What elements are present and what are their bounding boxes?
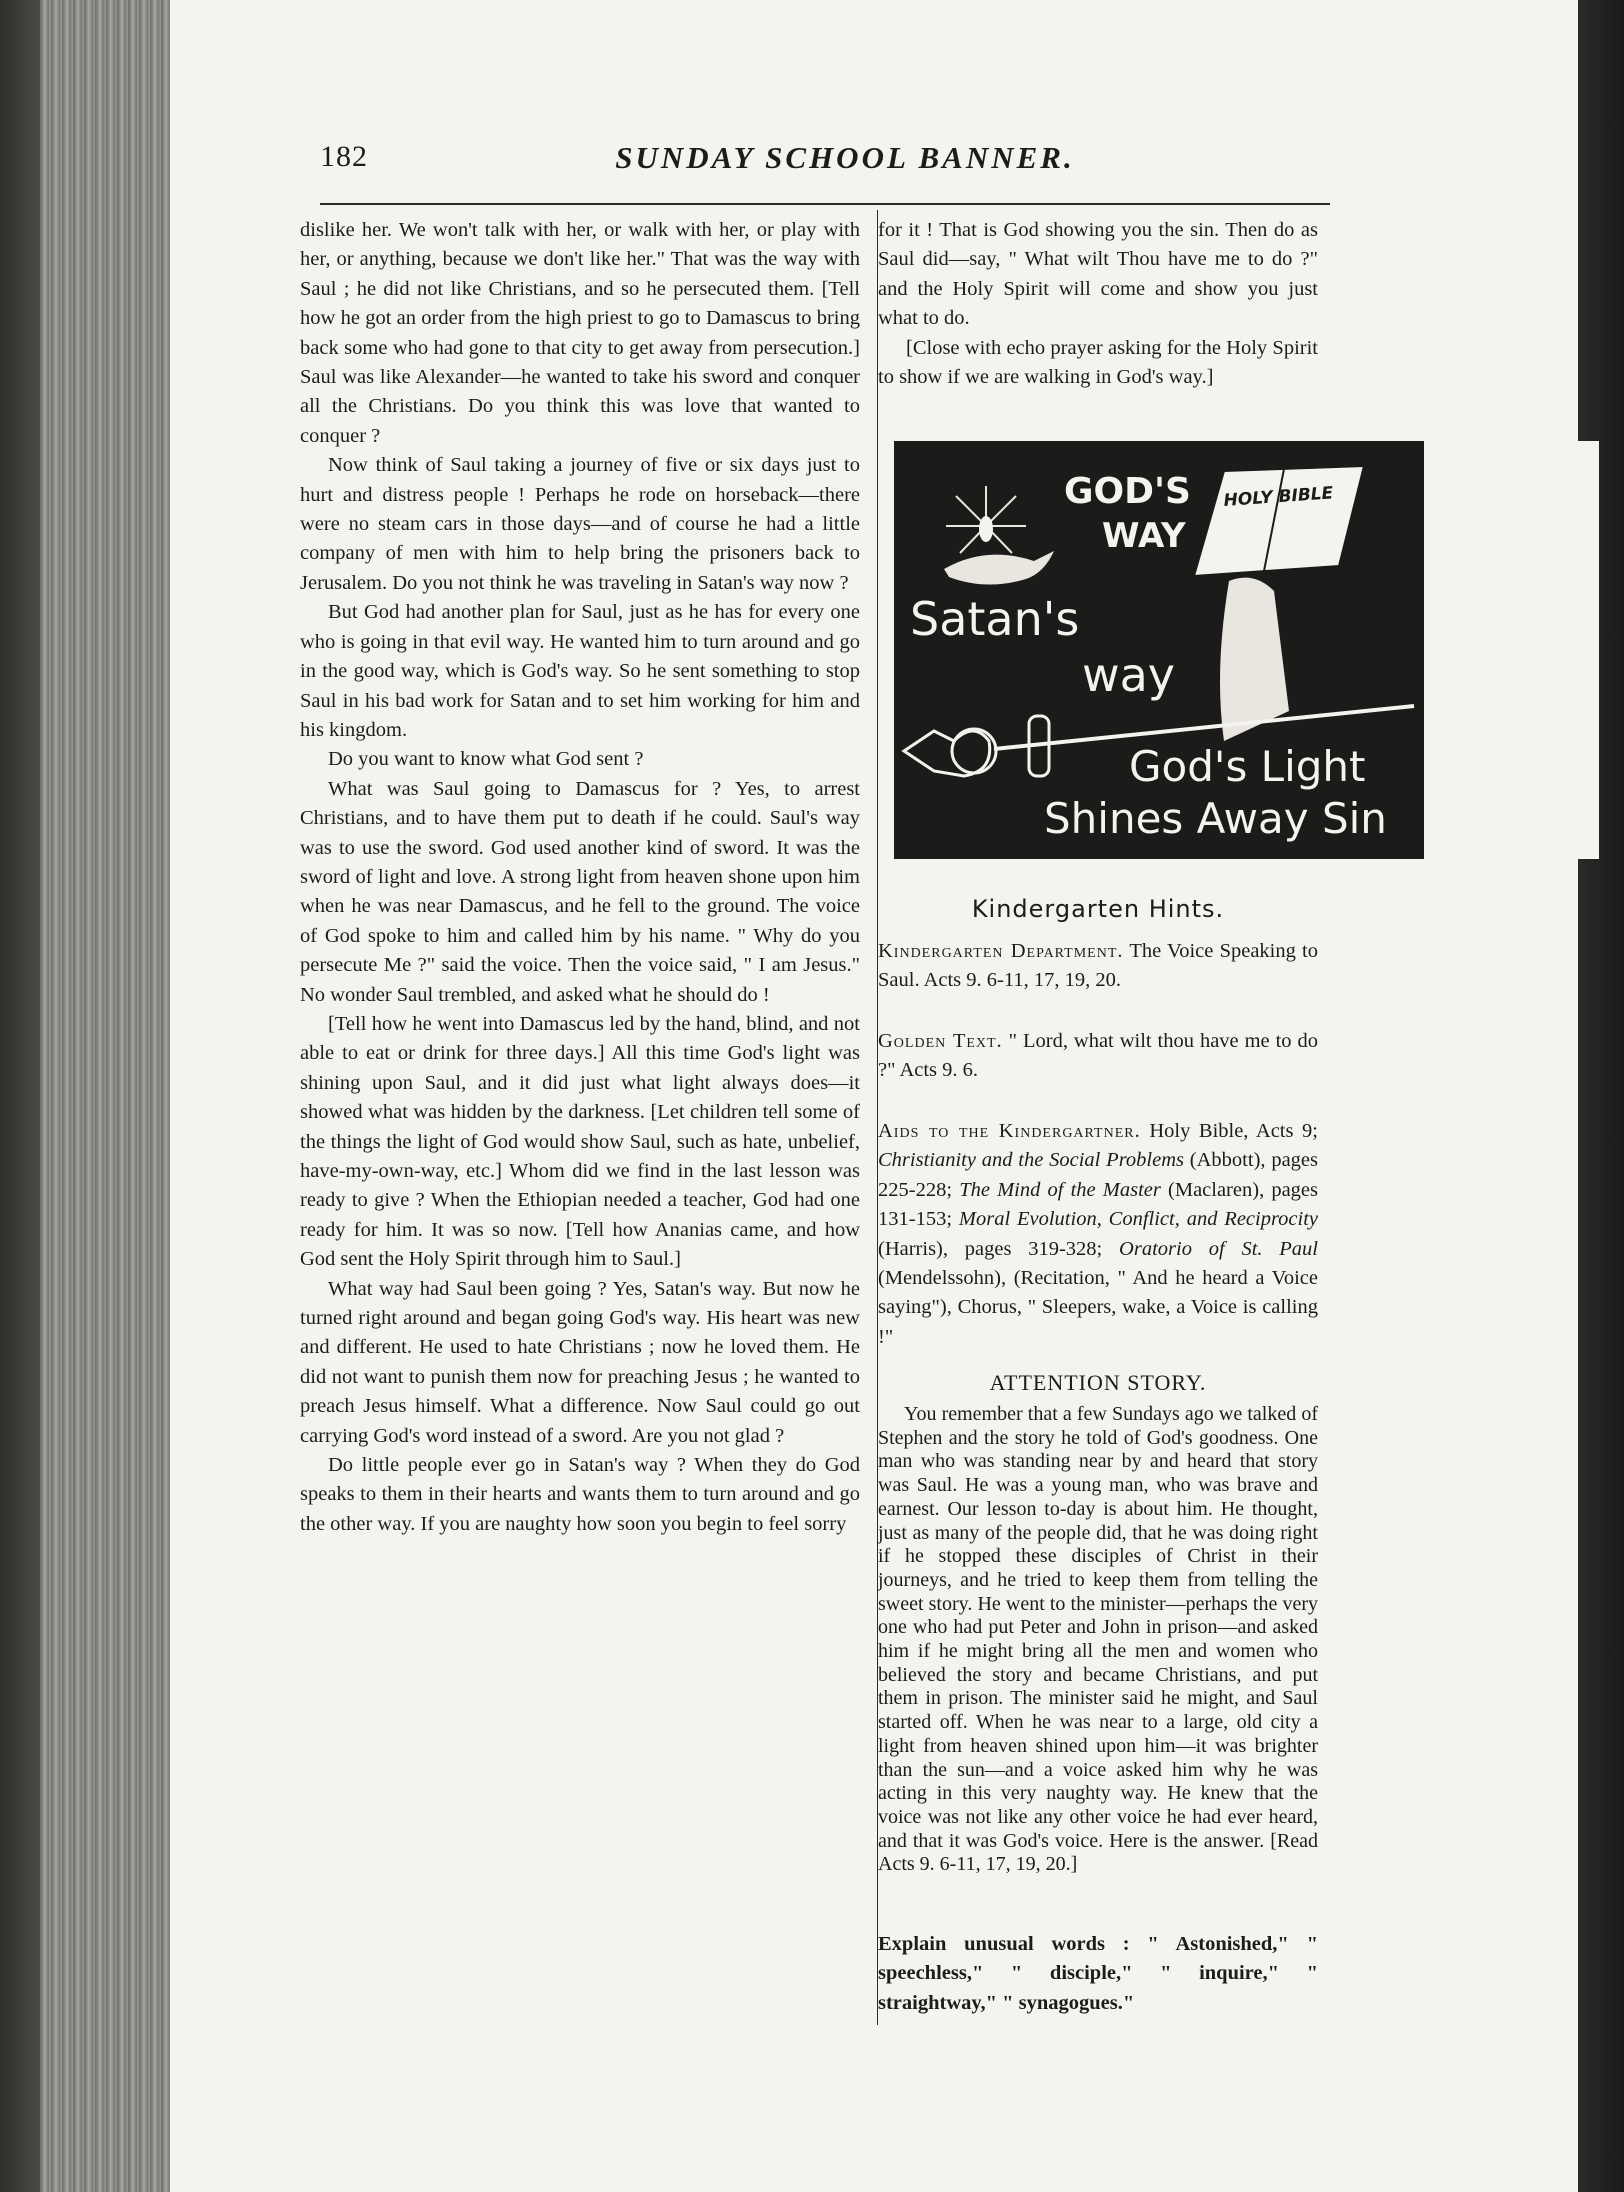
label: Golden Text. — [878, 1030, 1003, 1052]
paragraph: You remember that a few Sundays ago we talked of Stephen and the story he told of God's goodness. One man who was standing near by and heard that story was Saul. He was a young man, who was brave and earnest. Our lesson to-day is about him. He thought, just as many of the people did, that he was doing right if he stopped these disciples of Christ in their journeys, and he tried to keep them from telling the sweet story. He went to the minister—perhaps the very one who had put Peter and John in prison—and asked him if he might bring all the men and women who believed the story and became Christians, and put them in prison. The minister said he might, and Saul started off. When he was near to a large, old city a light from heaven shined upon him—it was brighter than the sun—and a voice asked him why he was acting in this very naughty way. He knew that the voice was not like any other voice he had ever heard, and that it was God's voice. Here is the answer. [Read Acts 9. 6-11, 17, 19, 20.] — [878, 1403, 1318, 1876]
paragraph: But God had another plan for Saul, just as he has for every one who is going in that evil way. He wanted him to turn around and go in the good way, which is God's way. So he sent something to stop Saul in his bad work for Satan and to set him working for him and his kingdom. — [300, 601, 860, 741]
paragraph: What way had Saul been going ? Yes, Satan's way. But now he turned right around and began going God's way. His heart was new and different. He used to hate Christians ; now he loved them. He did not want to punish them now for preaching Jesus ; he wanted to preach Jesus himself. What a difference. Now Saul could go out carrying God's word instead of a sword. Are you not glad ? — [300, 1277, 860, 1447]
book-title: Moral Evolution, Conflict, and Reciprocity — [958, 1208, 1319, 1231]
paragraph: Do little people ever go in Satan's way ? When they do God speaks to them in their hearts and wants them to turn around and go the other way. If you are naughty how soon you begin to feel sorry — [300, 1454, 860, 1535]
text: (Harris), pages 319-328; — [878, 1237, 1103, 1260]
satans-way-word-2: way — [1082, 648, 1176, 702]
paragraph: Now think of Saul taking a journey of five or six days just to hurt and distress people ! Perhaps he rode on horseback—there were no steam cars in those days—and of course he had a little company of men with him to help bring the prisoners back to Jerusalem. Do you not think he was traveling in Satan's way now ? — [300, 454, 860, 594]
gods-way-word-1: GOD'S — [1064, 471, 1191, 512]
left-column — [300, 216, 860, 1539]
label: Aids to the Kindergartner. — [878, 1120, 1141, 1142]
book-title: Christianity and the Social Problems — [878, 1149, 1184, 1172]
label: Kindergarten Department. — [878, 940, 1124, 962]
gods-way-word-2: WAY — [1102, 516, 1186, 556]
book-title: Oratorio of St. Paul — [1119, 1237, 1319, 1260]
paragraph: [Close with echo prayer asking for the Holy Spirit to show if we are walking in God's way.] — [878, 336, 1318, 389]
paragraph: Do you want to know what God sent ? — [328, 748, 644, 771]
book-title: The Mind of the Master — [959, 1178, 1161, 1201]
running-head — [320, 140, 1330, 188]
aids-to-kindergartner — [878, 1117, 1318, 1352]
attention-story — [878, 1403, 1318, 1877]
page-number: 182 — [320, 140, 368, 173]
text: Holy Bible, Acts 9; — [1149, 1120, 1318, 1142]
scan-background-left — [0, 0, 40, 2192]
scan-background-right — [1578, 0, 1624, 2192]
bible-label: HOLY BIBLE — [1222, 483, 1334, 511]
header-rule — [320, 203, 1330, 205]
paragraph: dislike her. We won't talk with her, or walk with her, or play with her, or anything, because we don't like her." That was the way with Saul ; he did not like Christians, and so he persecuted them. [Tell how he got an order from the high priest to go to Damascus to bring back some who had gone to that city to get away from persecution.] Saul was like Alexander—he wanted to take his sword and conquer all the Christians. Do you think this was love that wanted to conquer ? — [300, 219, 860, 447]
paragraph: [Tell how he went into Damascus led by the hand, blind, and not able to eat or drink for three days.] All this time God's light was shining upon Saul, and it did just what light always does—it showed what was hidden by the darkness. [Let children tell some of the things the light of God would show Saul, such as hate, unbelief, have-my-own-way, etc.] Whom did we find in the last lesson was ready to give ? When the Ethiopian needed a teacher, God had one ready for him. It was so now. [Tell how Ananias came, and how God sent the Holy Spirit through him to Saul.] — [300, 1012, 860, 1271]
lamp-flame-icon — [979, 516, 993, 542]
journal-title: SUNDAY SCHOOL BANNER. — [615, 140, 1075, 175]
explain-words: Explain unusual words : " Astonished," " speechless," " disciple," " inquire," " straightway," " synagogues." — [878, 1933, 1318, 2014]
kindergarten-department — [878, 937, 1318, 996]
text: (Mendelssohn), (Recitation, " And he heard a Voice saying"), Chorus, " Sleepers, wake, a Voice is calling !" — [878, 1267, 1318, 1348]
book-spine-edges — [40, 0, 170, 2192]
kindergarten-heading: Kindergarten Hints. — [971, 895, 1225, 923]
text: " Lord, what wilt thou have me to do ?" Acts 9. 6. — [878, 1030, 1319, 1082]
gods-light-line-1: God's Light — [1129, 742, 1366, 791]
gods-way-illustration — [894, 441, 1599, 859]
text: (Abbott), pages 225-228; — [878, 1149, 1318, 1201]
right-column-top — [878, 216, 1318, 392]
paragraph: What was Saul going to Damascus for ? Yes, to arrest Christians, and to have them put to death if he could. Saul's way was to use the sword. God used another kind of sword. It was the sword of light and love. A strong light from heaven shone upon him when he was near Damascus, and he fell to the ground. The voice of God spoke to him and called him by his name. " Why do you persecute Me ?" said the voice. Then the voice said, " I am Jesus." No wonder Saul trembled, and asked what he should do ! — [300, 777, 860, 1006]
text: The Voice Speaking to Saul. Acts 9. 6-11, 17, 19, 20. — [878, 940, 1319, 992]
satans-way-word-1: Satan's — [910, 592, 1080, 646]
paragraph: for it ! That is God showing you the sin. Then do as Saul did—say, " What wilt Thou have me to do ?" and the Holy Spirit will come and show you just what to do. — [878, 219, 1318, 330]
text: (Maclaren), pages 131-153; — [878, 1178, 1319, 1231]
page — [170, 0, 1578, 2192]
attention-story-heading: ATTENTION STORY. — [989, 1370, 1207, 1395]
gods-light-line-2: Shines Away Sin — [1044, 794, 1387, 843]
golden-text — [878, 1027, 1318, 1086]
